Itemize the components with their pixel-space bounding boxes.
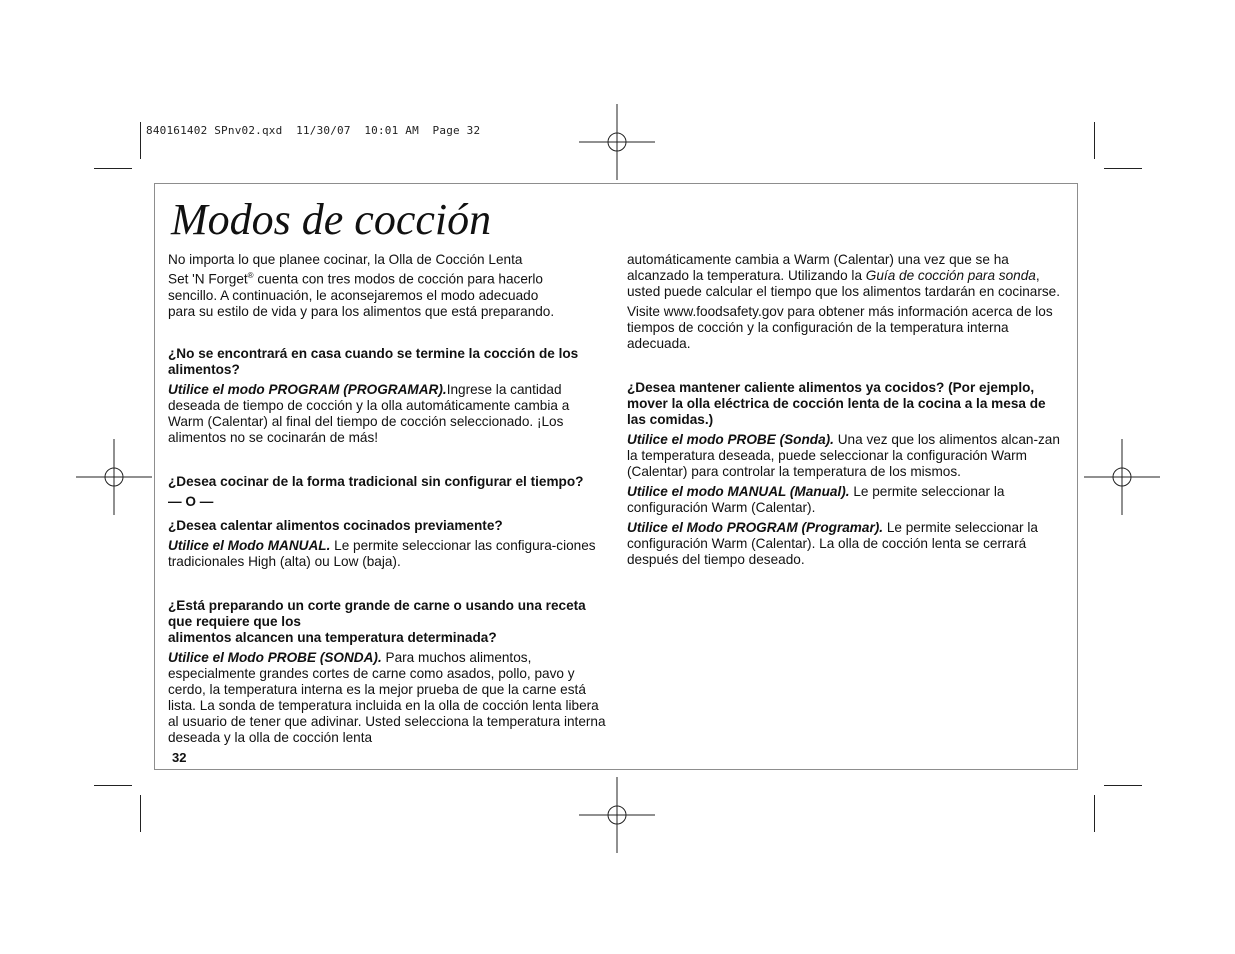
page-number: 32: [172, 750, 187, 765]
crop-mark: [1094, 122, 1095, 159]
mode-label: Utilice el Modo PROGRAM (Programar).: [627, 520, 884, 535]
answer-text: Para muchos alimentos, especialmente grandes cortes de carne como asados, pollo, pavo y cerdo, la temperatura interna es la mejor prueba de que la carne está lista. La sonda de temperatura incluida en la olla de cocción lenta libera al usuario de tener que adivinar. Usted selecciona la temperatura interna deseada y la olla de cocción lenta: [168, 649, 606, 745]
question-line: ¿Está preparando un corte grande de carne o usando una receta que requiere que los: [168, 597, 586, 629]
print-slug: 840161402 SPnv02.qxd 11/30/07 10:01 AM Page 32: [146, 124, 481, 137]
page-title: Modos de cocción: [171, 195, 492, 244]
crop-mark: [94, 168, 132, 169]
mode-label: Utilice el modo MANUAL (Manual).: [627, 484, 850, 499]
answer-text: Le permite seleccionar la configuración Warm (Calentar). La olla de cocción lenta se cerrará después del tiempo deseado.: [627, 520, 1038, 567]
intro-line: No importa lo que planee cocinar, la Olla de Cocción Lenta: [168, 252, 523, 267]
question-heading: [168, 598, 608, 646]
crop-mark: [140, 795, 141, 832]
brand-name: Set 'N Forget: [168, 271, 248, 287]
crop-mark: [1094, 795, 1095, 832]
intro-line: sencillo. A continuación, le aconsejaremos el modo adecuado: [168, 287, 539, 303]
left-column: [168, 252, 608, 746]
question-heading: ¿No se encontrará en casa cuando se termine la cocción de los alimentos?: [168, 345, 579, 377]
question-heading: ¿Desea mantener caliente alimentos ya cocidos? (Por ejemplo, mover la olla eléctrica de cocción lenta de la cocina a la mesa de las comidas.): [627, 380, 1046, 427]
body-text: automáticamente cambia a Warm (Calentar) una vez que se ha alcanzado la temperatura. Utilizando la: [627, 252, 1009, 283]
question-line: alimentos alcancen una temperatura determinada?: [168, 629, 497, 645]
registration-mark-icon: [76, 439, 152, 515]
crop-mark: [1104, 785, 1142, 786]
answer-text: Ingrese la cantidad deseada de tiempo de cocción y la olla automáticamente cambia a Warm (Calentar) al final del tiempo de cocción seleccionado. ¡Los alimentos no se cocinarán de más!: [168, 381, 570, 445]
page-panel: [154, 183, 1078, 770]
answer-paragraph: [627, 484, 1067, 516]
answer-paragraph: [627, 520, 1067, 568]
body-paragraph: [627, 252, 1067, 300]
intro-line: para su estilo de vida y para los alimentos que está preparando.: [168, 303, 555, 319]
registration-mark-icon: [579, 777, 655, 853]
registration-mark-icon: [579, 104, 655, 180]
registered-mark: ®: [247, 271, 254, 280]
mode-label: Utilice el Modo PROBE (SONDA).: [168, 649, 382, 665]
guide-title: Guía de cocción para sonda: [865, 268, 1036, 283]
answer-paragraph: [168, 650, 608, 746]
crop-mark: [1104, 168, 1142, 169]
mode-label: Utilice el Modo MANUAL.: [168, 537, 331, 553]
answer-paragraph: [168, 538, 608, 570]
intro-line: cuenta con tres modos de cocción para hacerlo: [253, 271, 543, 287]
answer-paragraph: [168, 382, 608, 446]
question-heading: ¿Desea calentar alimentos cocinados previamente?: [168, 517, 503, 533]
or-separator: — O —: [168, 493, 214, 509]
crop-mark: [140, 122, 141, 159]
mode-label: Utilice el modo PROGRAM (PROGRAMAR).: [168, 381, 447, 397]
body-text: , usted puede calcular el tiempo que los alimentos tardarán en cocinarse.: [627, 268, 1060, 299]
answer-text: Le permite seleccionar las configura-ciones tradicionales High (alta) ou Low (baja).: [168, 537, 596, 569]
body-paragraph: Visite www.foodsafety.gov para obtener más información acerca de los tiempos de cocción y la configuración de la temperatura interna adecuada.: [627, 304, 1053, 351]
right-column: [627, 252, 1067, 568]
intro-paragraph: [168, 252, 608, 320]
mode-label: Utilice el modo PROBE (Sonda).: [627, 432, 834, 447]
registration-mark-icon: [1084, 439, 1160, 515]
answer-text: Una vez que los alimentos alcan-zan la temperatura deseada, puede seleccionar la configuración Warm (Calentar) para controlar la temperatura de los mismos.: [627, 432, 1060, 479]
question-heading: ¿Desea cocinar de la forma tradicional sin configurar el tiempo?: [168, 473, 584, 489]
answer-text: Le permite seleccionar la configuración Warm (Calentar).: [627, 484, 1005, 515]
crop-mark: [94, 785, 132, 786]
answer-paragraph: [627, 432, 1067, 480]
